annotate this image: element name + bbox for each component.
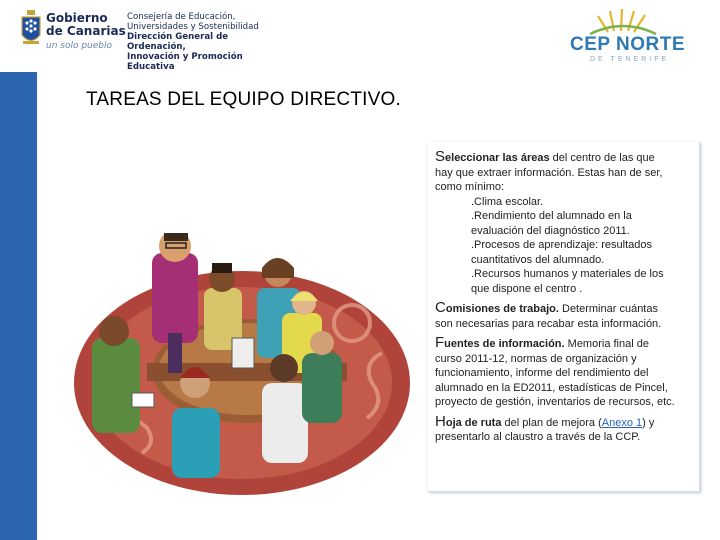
cap-letter: S (435, 148, 446, 165)
text-span: ) y (642, 416, 655, 429)
sunrise-icon (588, 6, 658, 36)
list-item: .Clima escolar. (471, 195, 544, 208)
gobierno-line2: de Canarias (46, 24, 126, 38)
text-span: del plan de mejora ( (501, 416, 602, 429)
cap-letter: F (435, 334, 445, 351)
paragraph-seleccionar (435, 150, 695, 195)
cap-letter: H (435, 412, 446, 430)
dept-line2: Universidades y Sostenibilidad (127, 22, 259, 32)
gobierno-slogan: un solo pueblo (46, 41, 113, 51)
text-span: son necesarias para recabar esta información. (435, 317, 662, 330)
text-span: Memoria final de (564, 338, 649, 350)
list-item: evaluación del diagnóstico 2011. (471, 224, 630, 237)
department-text (127, 12, 278, 72)
list-item: .Recursos humanos y materiales de los (471, 268, 664, 280)
text-span: funcionamiento, informe del rendimiento del (435, 367, 649, 379)
bold-phrase: uentes de información. (444, 338, 565, 350)
list-item: .Procesos de aprendizaje: resultados (471, 239, 652, 251)
area-list (435, 195, 695, 297)
text-span: Determinar cuántas (558, 303, 658, 315)
slide-title: TAREAS DEL EQUIPO DIRECTIVO. (86, 89, 401, 110)
text-span: como mínimo: (435, 181, 505, 193)
text-span: hay que extraer información. Estas han de ser, (435, 166, 663, 179)
text-span: curso 2011-12, normas de organización y (435, 352, 637, 365)
text-span: proyecto de gestión, inventarios de recursos, etc. (435, 396, 675, 408)
bold-phrase: eleccionar las áreas (445, 152, 550, 164)
gobierno-de-canarias-logo (18, 8, 278, 72)
bold-phrase: oja de ruta (445, 416, 502, 429)
text-span: alumnado en la ED2011, estadísticas de Pincel, (435, 381, 668, 394)
cap-letter: C (435, 299, 446, 316)
header (0, 0, 720, 72)
paragraph-hoja-de-ruta (435, 412, 695, 445)
paragraph-comisiones (435, 301, 695, 331)
gobierno-line1: Gobierno (46, 11, 108, 25)
anexo-1-link[interactable]: Anexo 1 (601, 416, 643, 429)
paragraph-fuentes (435, 336, 695, 410)
text-span: del centro de las que (549, 152, 655, 164)
cep-subtitle: DE TENERIFE (590, 56, 670, 63)
meeting-illustration (52, 233, 417, 523)
left-sidebar-bar (0, 72, 37, 540)
cep-title: CEP NORTE (570, 34, 686, 55)
bold-phrase: omisiones de trabajo. (445, 303, 559, 315)
content-text-box (428, 142, 700, 492)
dept-line1: Consejería de Educación, (127, 12, 236, 22)
coat-of-arms-icon (20, 10, 42, 48)
dept-line3: Dirección General de Ordenación, (127, 32, 229, 52)
dept-line4: Innovación y Promoción Educativa (127, 52, 243, 72)
cep-norte-logo (560, 6, 690, 66)
list-item: que dispone el centro . (471, 282, 583, 295)
text-span: presentarlo al claustro a través de la CCP. (435, 431, 641, 443)
gobierno-name (46, 12, 126, 38)
list-item: .Rendimiento del alumnado en la (471, 210, 632, 222)
list-item: cuantitativos del alumnado. (471, 253, 605, 266)
